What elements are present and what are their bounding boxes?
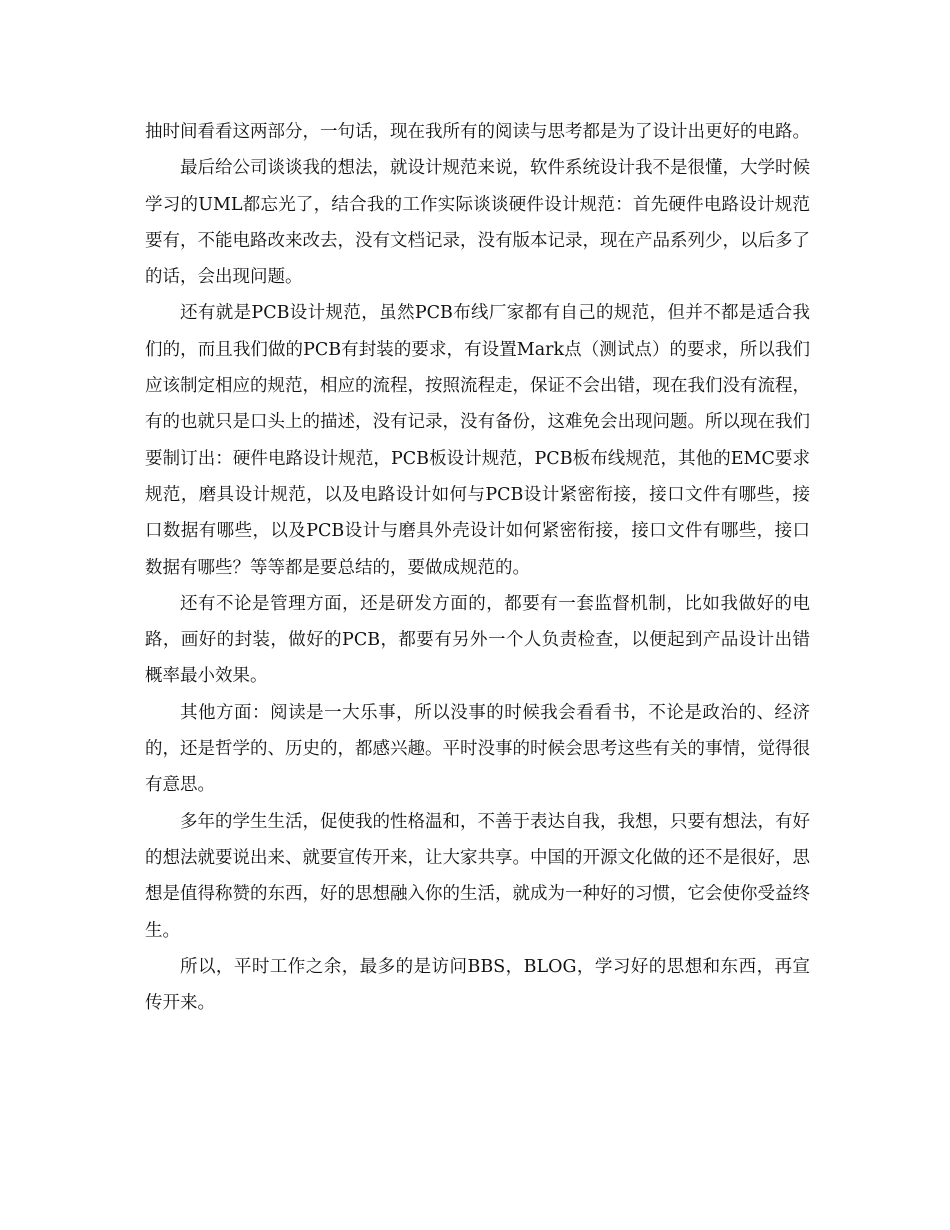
document-body [145,114,810,1021]
paragraph-1: 抽时间看看这两部分，一句话，现在我所有的阅读与思考都是为了设计出更好的电路。 [145,122,810,142]
paragraph-2: 最后给公司谈谈我的想法，就设计规范来说，软件系统设计我不是很懂，大学时候学习的UML都忘光了，结合我的工作实际谈谈硬件设计规范：首先硬件电路设计规范要有，不能电路改来改去，没有文档记录，没有版本记录，现在产品系列少，以后多了的话，会出现问题。 [145,158,810,288]
paragraph-4: 还有不论是管理方面，还是研发方面的，都要有一套监督机制，比如我做好的电路，画好的封装，做好的PCB，都要有另外一个人负责检查，以便起到产品设计出错概率最小效果。 [145,593,810,687]
paragraph-7: 所以，平时工作之余，最多的是访问BBS，BLOG，学习好的思想和东西，再宣传开来。 [145,956,810,1014]
paragraph-6: 多年的学生生活，促使我的性格温和，不善于表达自我，我想，只要有想法，有好的想法就要说出来、就要宣传开来，让大家共享。中国的开源文化做的还不是很好，思想是值得称赞的东西，好的思想融入你的生活，就成为一种好的习惯，它会使你受益终生。 [145,811,810,941]
paragraph-5: 其他方面：阅读是一大乐事，所以没事的时候我会看看书，不论是政治的、经济的，还是哲学的、历史的，都感兴趣。平时没事的时候会思考这些有关的事情，觉得很有意思。 [145,702,810,796]
paragraph-3: 还有就是PCB设计规范，虽然PCB布线厂家都有自己的规范，但并不都是适合我们的，而且我们做的PCB有封装的要求，有设置Mark点（测试点）的要求，所以我们应该制定相应的规范，相应的流程，按照流程走，保证不会出错，现在我们没有流程，有的也就只是口头上的描述，没有记录，没有备份，这难免会出现问题。所以现在我们要制订出：硬件电路设计规范，PCB板设计规范，PCB板布线规范，其他的EMC要求规范，磨具设计规范，以及电路设计如何与PCB设计紧密衔接，接口文件有哪些，接口数据有哪些，以及PCB设计与磨具外壳设计如何紧密衔接，接口文件有哪些，接口数据有哪些？等等都是要总结的，要做成规范的。 [145,303,810,578]
